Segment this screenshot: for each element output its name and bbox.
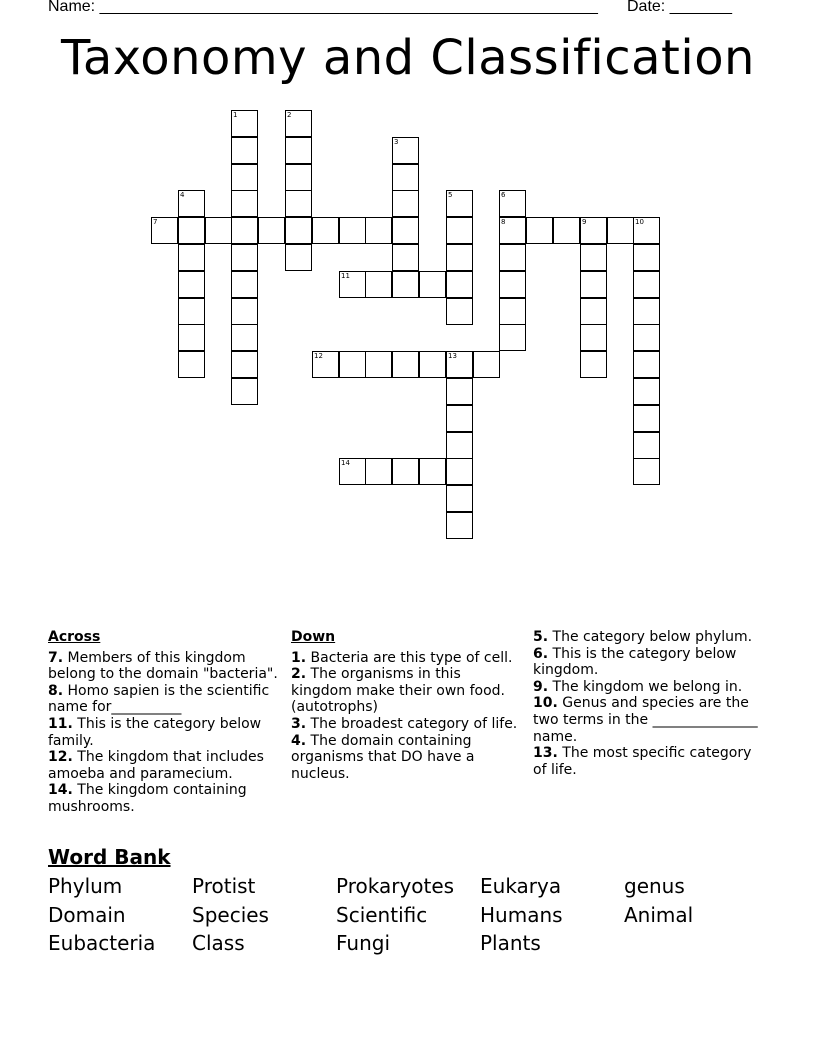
grid-cell[interactable]: [231, 298, 258, 325]
grid-cell[interactable]: [365, 217, 392, 244]
clue-down-4: [291, 733, 519, 783]
clue-text: The most specific category of life.: [533, 745, 752, 778]
grid-cell[interactable]: [231, 164, 258, 191]
clue-text: Bacteria are this type of cell.: [310, 649, 513, 666]
grid-cell[interactable]: [580, 351, 607, 378]
grid-cell[interactable]: [392, 351, 419, 378]
grid-cell[interactable]: [446, 217, 473, 244]
clue-number: 13.: [533, 745, 558, 762]
clue-text: The domain containing organisms that DO have a nucleus.: [291, 732, 475, 782]
grid-cell[interactable]: [419, 458, 446, 485]
clue-number: 5.: [533, 629, 549, 645]
clue-number: 2.: [291, 666, 307, 683]
word-bank-word: Prokaryotes: [336, 874, 455, 898]
cell-number: 10: [635, 218, 644, 226]
clue-text: The kingdom we belong in.: [552, 678, 743, 695]
grid-cell[interactable]: [339, 351, 366, 378]
grid-cell[interactable]: [231, 244, 258, 271]
grid-cell[interactable]: [231, 351, 258, 378]
grid-cell[interactable]: [178, 190, 205, 217]
grid-cell[interactable]: [499, 298, 526, 325]
clue-down-10: [533, 695, 768, 745]
grid-cell[interactable]: [419, 351, 446, 378]
grid-cell[interactable]: [473, 351, 500, 378]
word-bank-word: Animal: [624, 903, 694, 927]
word-bank-word: Phylum: [48, 874, 123, 898]
grid-cell[interactable]: [178, 351, 205, 378]
grid-cell[interactable]: [285, 244, 312, 271]
grid-cell[interactable]: [231, 271, 258, 298]
grid-cell[interactable]: [633, 244, 660, 271]
grid-cell[interactable]: [580, 298, 607, 325]
cell-number: 2: [287, 111, 292, 119]
grid-cell[interactable]: [178, 298, 205, 325]
clue-number: 11.: [48, 715, 73, 732]
grid-cell[interactable]: [499, 190, 526, 217]
clue-across-11: [48, 716, 278, 749]
cell-number: 1: [233, 111, 238, 119]
clue-number: 4.: [291, 732, 307, 749]
clue-number: 14.: [48, 782, 73, 799]
grid-cell[interactable]: [446, 458, 473, 485]
grid-cell[interactable]: [499, 324, 526, 351]
grid-cell[interactable]: [633, 378, 660, 405]
grid-cell[interactable]: [446, 405, 473, 432]
word-bank-word: Scientific: [336, 903, 428, 927]
word-bank-word: Domain: [48, 903, 126, 927]
clue-down-9: [533, 679, 768, 696]
grid-cell[interactable]: [365, 351, 392, 378]
grid-cell[interactable]: [446, 298, 473, 325]
cell-number: 13: [448, 352, 457, 360]
grid-cell[interactable]: [151, 217, 178, 244]
clue-down-5: [533, 629, 768, 646]
clue-down-3: [291, 716, 519, 733]
grid-cell[interactable]: [499, 217, 526, 244]
word-bank-word: Humans: [480, 903, 563, 927]
clue-text: The organisms in this kingdom make their own food. (autotrophs): [291, 666, 505, 716]
grid-cell[interactable]: [580, 244, 607, 271]
grid-cell[interactable]: [339, 217, 366, 244]
cell-number: 7: [153, 218, 158, 226]
grid-cell[interactable]: [633, 217, 660, 244]
word-bank-word: Species: [192, 903, 269, 927]
grid-cell[interactable]: [446, 512, 473, 539]
cell-number: 6: [501, 191, 506, 199]
grid-cell[interactable]: [231, 324, 258, 351]
clue-number: 9.: [533, 678, 549, 695]
grid-cell[interactable]: [178, 324, 205, 351]
word-bank-word: Eukarya: [480, 874, 562, 898]
grid-cell[interactable]: [580, 271, 607, 298]
grid-cell[interactable]: [446, 485, 473, 512]
grid-cell[interactable]: [285, 137, 312, 164]
word-bank-title: Word Bank: [48, 845, 171, 869]
clue-down-6: [533, 646, 768, 679]
grid-cell[interactable]: [312, 217, 339, 244]
grid-cell[interactable]: [365, 271, 392, 298]
word-bank-word: Plants: [480, 931, 541, 955]
clue-number: 6.: [533, 645, 549, 662]
grid-cell[interactable]: [339, 271, 366, 298]
clues-column-3: [533, 629, 768, 778]
clue-number: 7.: [48, 649, 64, 666]
grid-cell[interactable]: [392, 458, 419, 485]
clue-text: This is the category below family.: [48, 715, 262, 749]
grid-cell[interactable]: [633, 351, 660, 378]
down-heading: Down: [291, 629, 336, 645]
across-heading: Across: [48, 629, 101, 645]
grid-cell[interactable]: [446, 244, 473, 271]
word-bank-word: Protist: [192, 874, 256, 898]
clue-number: 3.: [291, 715, 307, 732]
clue-number: 8.: [48, 682, 64, 699]
grid-cell[interactable]: [285, 217, 312, 244]
grid-cell[interactable]: [231, 190, 258, 217]
grid-cell[interactable]: [392, 244, 419, 271]
date-field-label: Date: _______: [627, 0, 732, 15]
clue-text: The broadest category of life.: [310, 715, 518, 732]
clue-text: Homo sapien is the scientific name for__________: [48, 682, 270, 716]
grid-cell[interactable]: [392, 137, 419, 164]
grid-cell[interactable]: [178, 217, 205, 244]
clues-column-1: [48, 629, 278, 816]
cell-number: 5: [448, 191, 453, 199]
clue-text: Genus and species are the two terms in the _______________ name.: [533, 695, 758, 745]
grid-cell[interactable]: [446, 271, 473, 298]
clue-number: 12.: [48, 749, 73, 766]
grid-cell[interactable]: [392, 164, 419, 191]
clue-across-8: [48, 683, 278, 716]
name-field-label: Name: ________________________________________________________: [48, 0, 598, 15]
clue-text: Members of this kingdom belong to the domain "bacteria".: [48, 649, 278, 683]
grid-cell[interactable]: [205, 217, 232, 244]
grid-cell[interactable]: [285, 110, 312, 137]
clue-down-1: [291, 650, 519, 667]
grid-cell[interactable]: [258, 217, 285, 244]
clue-number: 10.: [533, 695, 558, 712]
cell-number: 8: [501, 218, 506, 226]
clue-down-2: [291, 666, 519, 716]
grid-cell[interactable]: [392, 271, 419, 298]
cell-number: 12: [314, 352, 323, 360]
grid-cell[interactable]: [446, 378, 473, 405]
grid-cell[interactable]: [419, 271, 446, 298]
grid-cell[interactable]: [231, 110, 258, 137]
clue-number: 1.: [291, 649, 307, 666]
clue-text: The kingdom that includes amoeba and paramecium.: [48, 749, 264, 782]
clues-column-2: [291, 629, 519, 782]
cell-number: 14: [341, 459, 350, 467]
grid-cell[interactable]: [178, 271, 205, 298]
clue-across-7: [48, 650, 278, 683]
grid-cell[interactable]: [392, 190, 419, 217]
grid-cell[interactable]: [633, 458, 660, 485]
word-bank-word: genus: [624, 874, 685, 898]
word-bank-word: Eubacteria: [48, 931, 156, 955]
grid-cell[interactable]: [499, 271, 526, 298]
word-bank-word: Class: [192, 931, 245, 955]
grid-cell[interactable]: [231, 217, 258, 244]
cell-number: 11: [341, 272, 350, 280]
cell-number: 9: [582, 218, 587, 226]
grid-cell[interactable]: [526, 217, 553, 244]
grid-cell[interactable]: [607, 217, 634, 244]
grid-cell[interactable]: [231, 378, 258, 405]
grid-cell[interactable]: [553, 217, 580, 244]
clue-text: The kingdom containing mushrooms.: [48, 782, 247, 815]
clue-text: This is the category below kingdom.: [533, 645, 737, 679]
grid-cell[interactable]: [633, 271, 660, 298]
grid-cell[interactable]: [633, 298, 660, 325]
grid-cell[interactable]: [285, 164, 312, 191]
word-bank-word: Fungi: [336, 931, 391, 955]
grid-cell[interactable]: [231, 137, 258, 164]
grid-cell[interactable]: [580, 217, 607, 244]
cell-number: 4: [180, 191, 185, 199]
grid-cell[interactable]: [365, 458, 392, 485]
grid-cell[interactable]: [339, 458, 366, 485]
grid-cell[interactable]: [499, 244, 526, 271]
clue-down-13: [533, 745, 768, 778]
grid-cell[interactable]: [285, 190, 312, 217]
page-title: Taxonomy and Classification: [61, 30, 755, 86]
clue-across-14: [48, 782, 278, 815]
grid-cell[interactable]: [312, 351, 339, 378]
clue-text: The category below phylum.: [552, 629, 753, 645]
cell-number: 3: [394, 138, 399, 146]
grid-cell[interactable]: [446, 351, 473, 378]
grid-cell[interactable]: [446, 190, 473, 217]
grid-cell[interactable]: [178, 244, 205, 271]
clue-across-12: [48, 749, 278, 782]
grid-cell[interactable]: [580, 324, 607, 351]
grid-cell[interactable]: [633, 432, 660, 459]
grid-cell[interactable]: [633, 405, 660, 432]
grid-cell[interactable]: [392, 217, 419, 244]
grid-cell[interactable]: [446, 432, 473, 459]
grid-cell[interactable]: [633, 324, 660, 351]
